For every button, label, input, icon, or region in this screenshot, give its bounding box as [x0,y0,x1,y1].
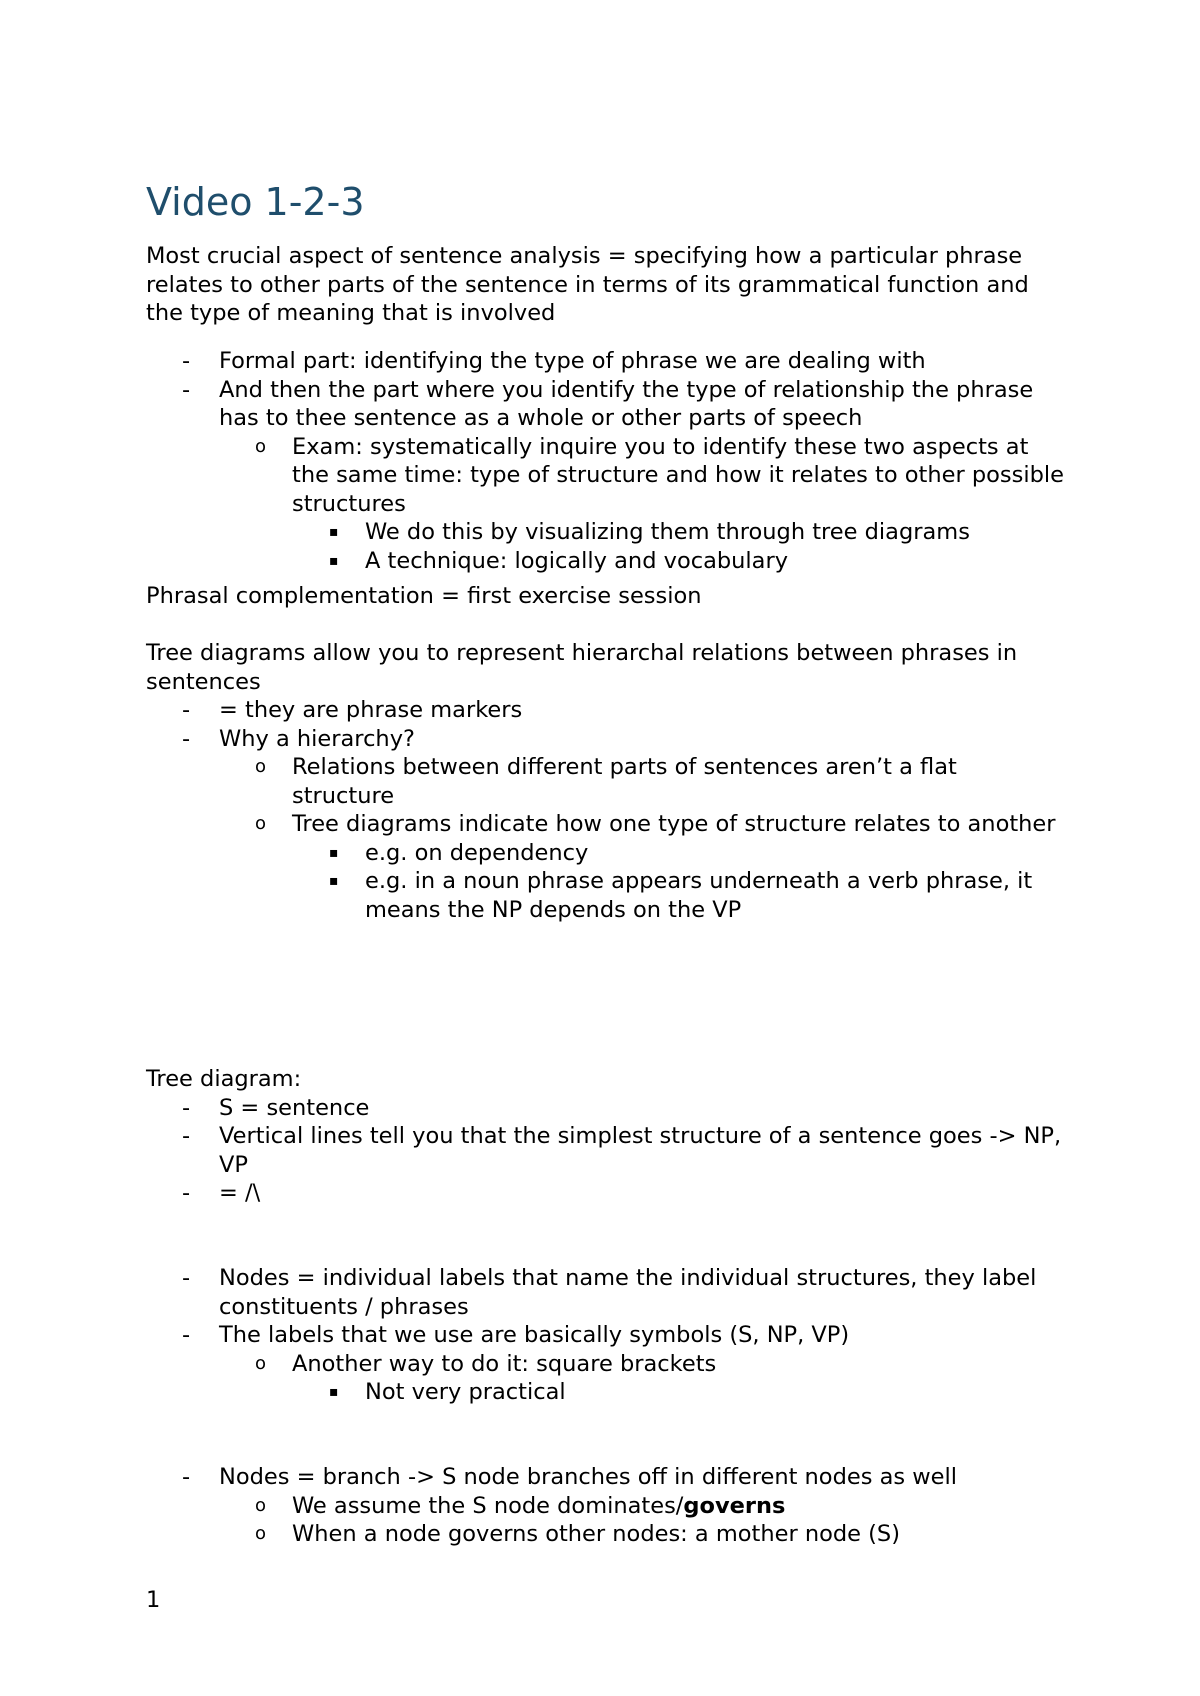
list-item-text: Exam: systematically inquire you to identify these two aspects at the same time: type of structure and how it relates to other possible structures [292,433,1064,517]
dash-bullet: - [182,376,191,403]
list-item-text: We do this by visualizing them through tree diagrams [365,519,970,545]
nodes-list [146,1264,1066,1407]
list-item [146,1122,1066,1179]
intro-section [146,242,1066,328]
list-item-text: The labels that we use are basically symbols (S, NP, VP) [219,1322,850,1348]
dash-bullet: - [182,1265,191,1291]
list-item [146,1094,1066,1123]
list-item [146,753,1066,810]
square-bullet: ▪ [329,552,339,569]
list-item [146,547,1066,576]
list-item [146,1492,1066,1521]
list-item [146,376,1066,433]
dash-bullet: - [182,1123,191,1149]
list-item-text: Nodes = individual labels that name the individual structures, they label constituents / phrases [219,1265,1037,1320]
page-title: Video 1-2-3 [146,180,365,224]
circle-bullet: o [255,1494,267,1516]
list-item [146,1350,1066,1379]
list-item-text: Formal part: identifying the type of phrase we are dealing with [219,348,926,374]
list-item [146,867,1066,924]
tree-diagrams-section [146,639,1066,924]
phrasal-paragraph: Phrasal complementation = first exercise session [146,583,702,609]
circle-bullet: o [255,756,267,777]
list-item [146,1378,1066,1407]
list-item [146,347,1066,376]
square-bullet: ▪ [329,844,339,861]
list-item-text: A technique: logically and vocabulary [365,547,789,574]
list-item-text: Why a hierarchy? [219,725,415,752]
list-item [146,518,1066,547]
list-item-text: And then the part where you identify the type of relationship the phrase has to thee sentence as a whole or other parts of speech [219,376,1034,431]
list-item-text: Nodes = branch -> S node branches off in different nodes as well [219,1464,957,1490]
circle-bullet: o [255,813,267,834]
list-item-text: Vertical lines tell you that the simplest structure of a sentence goes -> NP, VP [219,1123,1062,1178]
bold-term: governs [683,1492,786,1519]
list-item [146,839,1066,868]
tree-diagram-label: Tree diagram: [146,1066,302,1092]
tree-intro-paragraph: Tree diagrams allow you to represent hierarchal relations between phrases in sentences [146,640,1018,695]
square-bullet: ▪ [329,1384,339,1400]
branch-list [146,1463,1066,1549]
circle-bullet: o [255,1352,267,1374]
analysis-list [146,347,1066,575]
list-item-text: e.g. in a noun phrase appears underneath a verb phrase, it means the NP depends on the VP [365,868,1033,923]
list-item-text: e.g. on dependency [365,839,589,866]
list-item [146,1520,1066,1549]
list-item-text: Another way to do it: square brackets [292,1350,717,1377]
list-item-text: Tree diagrams indicate how one type of structure relates to another [292,811,1056,837]
list-item [146,696,1066,725]
dash-bullet: - [182,348,191,374]
page-number: 1 [146,1587,161,1613]
tree-diagram-section [146,1065,1066,1208]
list-item-text: When a node governs other nodes: a mother node (S) [292,1521,900,1547]
dash-bullet: - [182,1464,191,1490]
dash-bullet: - [182,725,191,752]
circle-bullet: o [255,435,267,457]
list-item [146,1463,1066,1492]
list-item-text: = /\ [219,1180,261,1206]
list-item [146,1179,1066,1208]
square-bullet: ▪ [329,873,339,889]
intro-paragraph: Most crucial aspect of sentence analysis = specifying how a particular phrase relates to other parts of the sentence in terms of its grammatical function and the type of meaning that is involved [146,243,1029,326]
list-item-text: S = sentence [219,1094,370,1121]
phrasal-section [146,582,1066,611]
square-bullet: ▪ [329,524,339,540]
list-item-text: = they are phrase markers [219,697,523,723]
list-item [146,433,1066,519]
dash-bullet: - [182,1094,191,1121]
circle-bullet: o [255,1523,267,1544]
dash-bullet: - [182,697,191,723]
list-item [146,810,1066,839]
list-item-text: Not very practical [365,1379,566,1405]
dash-bullet: - [182,1322,191,1348]
list-item [146,725,1066,754]
list-item [146,1321,1066,1350]
list-item-text: Relations between different parts of sentences aren’t a flat structure [292,754,957,809]
list-item-text: We assume the S node dominates/ [292,1492,684,1519]
list-item [146,1264,1066,1321]
dash-bullet: - [182,1180,191,1206]
